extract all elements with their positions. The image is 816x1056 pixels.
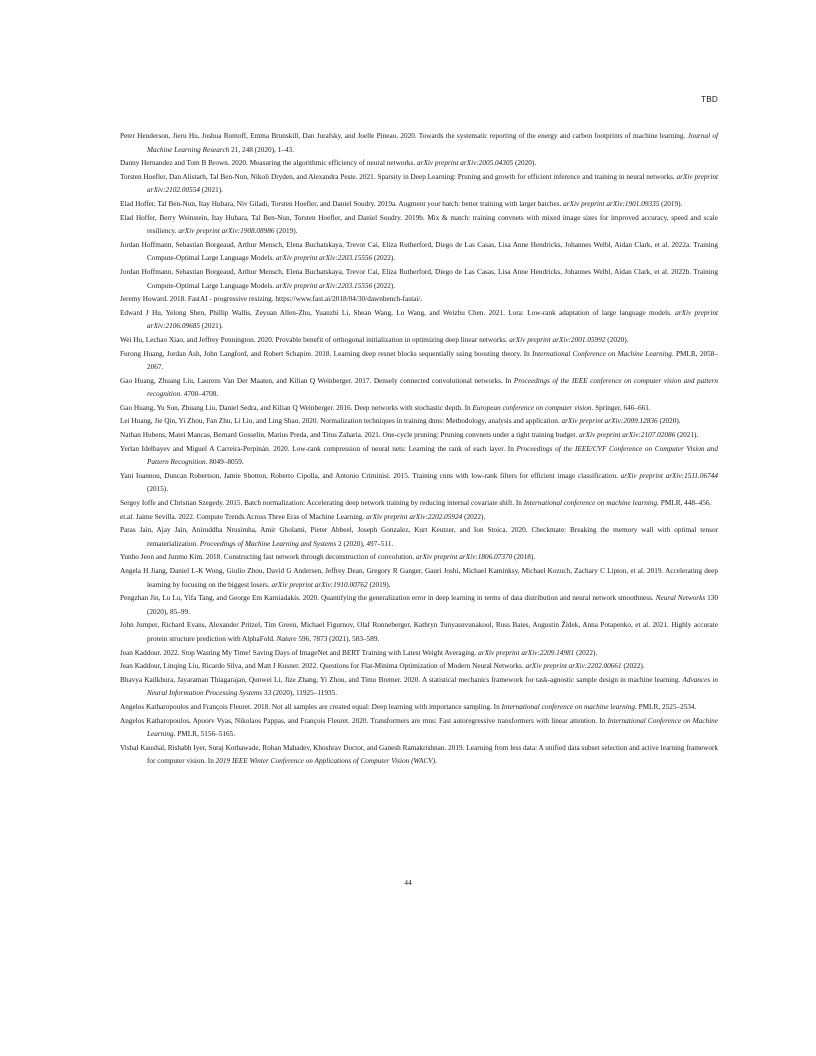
reference-entry: Angela H Jiang, Daniel L-K Wong, Giulio Zhou, David G Andersen, Jeffrey Dean, Gregory R Ganger, Gauri Joshi, Michael Kaminksy, Michael Kozuch, Zachary C Lipton, et al. 2019. Accelerating deep learning by focusing on the biggest losers. arXiv preprint arXiv:1910.00762 (2019). [120, 567, 718, 589]
reference-entry: Bhavya Kailkhura, Jayaraman Thiagarajan, Qunwei Li, Jize Zhang, Yi Zhou, and Timo Bremer. 2020. A statistical mechanics framework for task-agnostic sample design in machine learning. Advances in Neural Information Processing Systems 33 (2020), 11925–11935. [120, 675, 718, 698]
reference-entry: Jordan Hoffmann, Sebastian Borgeaud, Arthur Mensch, Elena Buchatskaya, Trevor Cai, Eliza Rutherford, Diego de Las Casas, Lisa Anne Hendricks, Johannes Welbl, Aidan Clark, et al. 2022b. Training Compute-Optimal Large Language Models. arXiv preprint arXiv:2203.15556 (2022). [120, 267, 718, 290]
reference-entry: Elad Hoffer, Tal Ben-Nun, Itay Hubara, Niv Giladi, Torsten Hoefler, and Daniel Soudry. 2019a. Augment your batch: better training with larger batches. arXiv preprint arXiv:1901.09335 (2019). [120, 199, 683, 208]
reference-entry: Elad Hoffer, Berry Weinstein, Itay Hubara, Tal Ben-Nun, Torsten Hoefler, and Daniel Soudry. 2019b. Mix & match: training convnets with mixed image sizes for improved accuracy, speed and scale resiliency. arXiv preprint arXiv:1908.08986 (2019). [120, 213, 718, 236]
reference-entry: Gao Huang, Zhuang Liu, Laurens Van Der Maaten, and Kilian Q Weinberger. 2017. Densely connected convolutional networks. In Proceedings of the IEEE conference on computer vision and pattern recognition. 4700–4708. [120, 376, 718, 399]
reference-entry: Pengzhan Jin, Lu Lu, Yifa Tang, and George Em Karniadakis. 2020. Quantifying the generalization error in deep learning in terms of data distribution and neural network smoothness. Neural Networks 130 (2020), 85–99. [120, 594, 718, 616]
reference-entry: Wei Hu, Lechao Xiao, and Jeffrey Pennington. 2020. Provable benefit of orthogonal initialization in optimizing deep linear networks. arXiv preprint arXiv:2001.05992 (2020). [120, 335, 629, 344]
reference-entry: Peter Henderson, Jieru Hu, Joshua Romoff, Emma Brunskill, Dan Jurafsky, and Joelle Pineau. 2020. Towards the systematic reporting of the energy and carbon footprints of machine learning. Journal of Machine Learning Research 21, 248 (2020), 1–43. [120, 132, 718, 154]
reference-entry: Danny Hernandez and Tom B Brown. 2020. Measuring the algorithmic efficiency of neural networks. arXiv preprint arXiv:2005.04305 (2020). [120, 159, 537, 168]
reference-entry: Jeremy Howard. 2018. FastAI - progressive resizing. https://www.fast.ai/2018/04/30/dawnbench-fastai/. [120, 295, 423, 304]
reference-entry: Jean Kaddour. 2022. Stop Wasting My Time! Saving Days of ImageNet and BERT Training with Latest Weight Averaging. arXiv preprint arXiv:2209.14981 (2022). [120, 648, 598, 657]
reference-entry: Yunho Jeon and Junmo Kim. 2018. Constructing fast network through deconstruction of convolution. arXiv preprint arXiv:1806.07370 (2018). [120, 553, 536, 562]
reference-entry: et.al. Jaime Sevilla. 2022. Compute Trends Across Three Eras of Machine Learning. arXiv preprint arXiv:2202.05924 (2022). [120, 512, 486, 521]
reference-entry: Gao Huang, Yu Sun, Zhuang Liu, Daniel Sedra, and Kilian Q Weinberger. 2016. Deep networks with stochastic depth. In European conference on computer vision. Springer, 646–661. [120, 403, 651, 412]
reference-entry: Sergey Ioffe and Christian Szegedy. 2015. Batch normalization: Accelerating deep network training by reducing internal covariate shift. In International conference on machine learning. PMLR, 448–456. [120, 499, 712, 508]
reference-entry: Jordan Hoffmann, Sebastian Borgeaud, Arthur Mensch, Elena Buchatskaya, Trevor Cai, Eliza Rutherford, Diego de Las Casas, Lisa Anne Hendricks, Johannes Welbl, Aidan Clark, et al. 2022a. Training Compute-Optimal Large Language Models. arXiv preprint arXiv:2203.15556 (2022). [120, 240, 718, 263]
reference-entry: Vishal Kaushal, Rishabh Iyer, Suraj Kothawade, Rohan Mahadev, Khoshrav Doctor, and Ganesh Ramakrishnan. 2019. Learning from less data: A unified data subset selection and active learning framework for computer vision. In 2019 IEEE Winter Conference on Applications of Computer Vision (WACV). [120, 743, 718, 766]
reference-entry: Jean Kaddour, Linqing Liu, Ricardo Silva, and Matt J Kusner. 2022. Questions for Flat-Minima Optimization of Modern Neural Networks. arXiv preprint arXiv:2202.00661 (2022). [120, 662, 645, 671]
reference-entry: Furong Huang, Jordan Ash, John Langford, and Robert Schapire. 2018. Learning deep resnet blocks sequentially using boosting theory. In International Conference on Machine Learning. PMLR, 2058–2067. [120, 349, 718, 372]
reference-entry: John Jumper, Richard Evans, Alexander Pritzel, Tim Green, Michael Figurnov, Olaf Ronneberger, Kathryn Tunyasuvunakool, Russ Bates, Augustin Žídek, Anna Potapenko, et al. 2021. Highly accurate protein structure prediction with AlphaFold. Nature 596, 7873 (2021), 583–589. [120, 621, 718, 643]
running-head: TBD [701, 95, 718, 104]
reference-entry: Yerlan Idelbayev and Miguel A Carreira-Perpinán. 2020. Low-rank compression of neural nets: Learning the rank of each layer. In Proceedings of the IEEE/CVF Conference on Computer Vision and Pattern Recognition. 8049–8059. [120, 444, 719, 467]
reference-entry: Angelos Katharopoulos and François Fleuret. 2018. Not all samples are created equal: Deep learning with importance sampling. In International conference on machine learning. PMLR, 2525–2534. [120, 702, 697, 711]
reference-list [120, 130, 718, 769]
reference-entry: Paras Jain, Ajay Jain, Aniruddha Nrusimha, Amir Gholami, Pieter Abbeel, Joseph Gonzalez, Kurt Keutzer, and Ion Stoica. 2020. Checkmate: Breaking the memory wall with optimal tensor rematerialization. Proceedings of Machine Learning and Systems 2 (2020), 497–511. [120, 526, 718, 548]
page-number: 44 [404, 878, 412, 887]
reference-entry: Torsten Hoefler, Dan Alistarh, Tal Ben-Nun, Nikoli Dryden, and Alexandra Peste. 2021. Sparsity in Deep Learning: Pruning and growth for efficient inference and training in neural networks. arXiv preprint arXiv:2102.00554 (2021). [120, 172, 718, 195]
reference-entry: Edward J Hu, Yelong Shen, Phillip Wallis, Zeyuan Allen-Zhu, Yuanzhi Li, Shean Wang, Lu Wang, and Weizhu Chen. 2021. Lora: Low-rank adaptation of large language models. arXiv preprint arXiv:2106.09685 (2021). [120, 308, 718, 331]
reference-entry: Yani Ioannou, Duncan Robertson, Jamie Shotton, Roberto Cipolla, and Antonio Criminisi. 2015. Training cnns with low-rank filters for efficient image classification. arXiv preprint arXiv:1511.06744 (2015). [120, 471, 718, 494]
reference-entry: Nathan Hubens, Matei Mancas, Bernard Gosselin, Marius Preda, and Titus Zaharia. 2021. One-cycle pruning: Pruning convnets under a tight training budget. arXiv preprint arXiv:2107.02086 (2021). [120, 431, 699, 440]
reference-entry: Angelos Katharopoulos, Apoorv Vyas, Nikolaos Pappas, and François Fleuret. 2020. Transformers are rnns: Fast autoregressive transformers with linear attention. In International Conference on Machine Learning. PMLR, 5156–5165. [120, 716, 719, 739]
reference-entry: Lei Huang, Jie Qin, Yi Zhou, Fan Zhu, Li Liu, and Ling Shao. 2020. Normalization techniques in training dnns: Methodology, analysis and application. arXiv preprint arXiv:2009.12836 (2020). [120, 417, 681, 426]
